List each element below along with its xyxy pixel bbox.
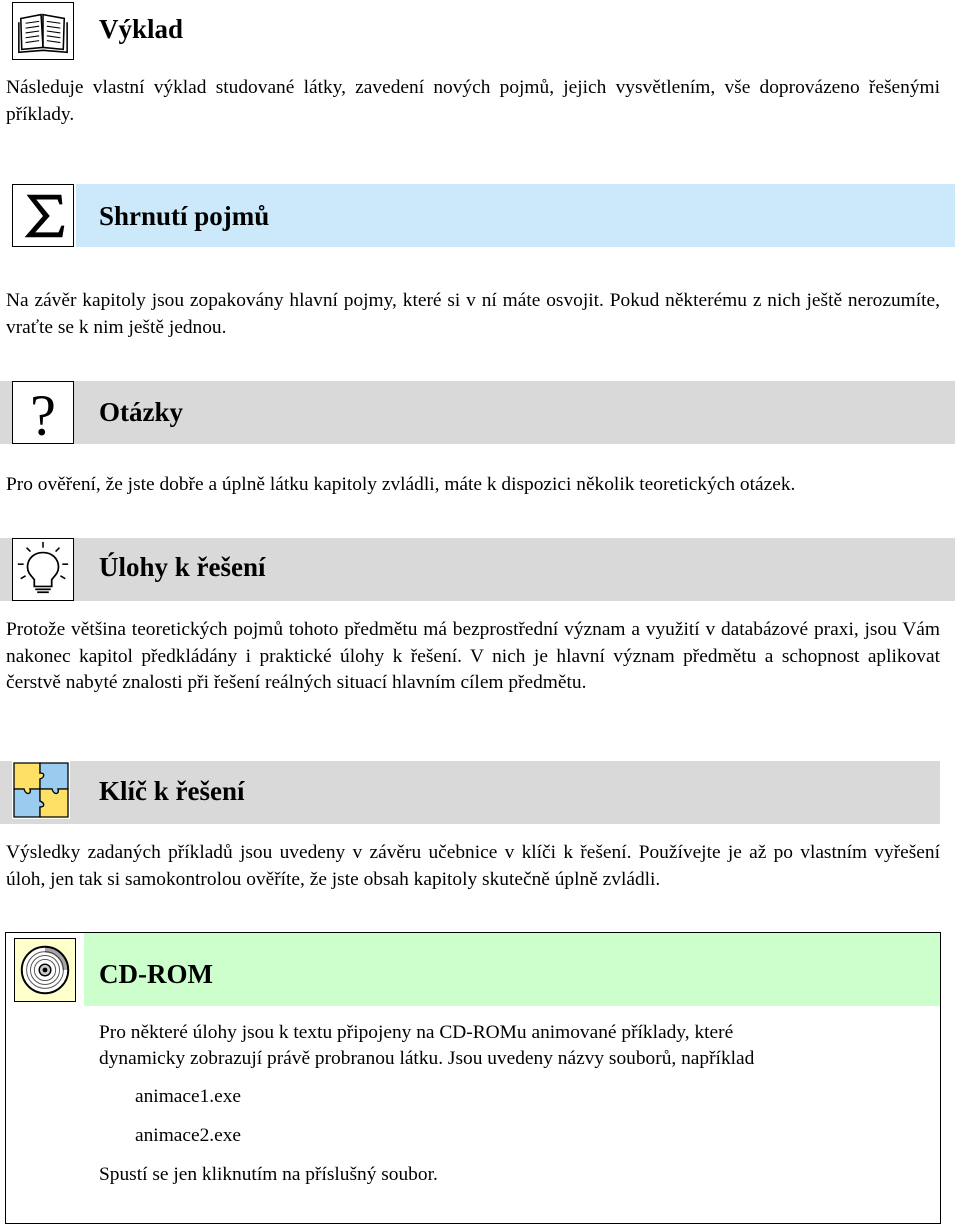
otazky-icon-box: [12, 381, 74, 444]
vyklad-title: Výklad: [99, 14, 184, 44]
svg-text:?: ?: [30, 382, 56, 443]
otazky-title: Otázky: [99, 397, 183, 427]
sigma-icon: [13, 185, 73, 246]
cdrom-title: CD-ROM: [99, 959, 213, 989]
ulohy-title: Úlohy k řešení: [99, 552, 266, 582]
cdrom-file-1: animace1.exe: [135, 1086, 242, 1107]
shrnuti-text: Na závěr kapitoly jsou zopakovány hlavní pojmy, které si v ní máte osvojit. Pokud některému z nich ještě nerozumíte, vraťte se k nim ještě jednou.: [6, 290, 940, 338]
vyklad-icon-box: [12, 2, 74, 60]
shrnuti-icon-box: [12, 184, 74, 247]
cdrom-icon-box: [14, 938, 76, 1002]
cdrom-text-line1: Pro některé úlohy jsou k textu připojeny na CD-ROMu animované příklady, které: [99, 1022, 734, 1043]
klic-text: Výsledky zadaných příkladů jsou uvedeny v závěru učebnice v klíči k řešení. Používejte je až po vlastním vyřešení úloh, jen tak si samokontrolou ověříte, že jste obsah kapitoly skutečně úplně zvládli.: [6, 842, 940, 890]
cdrom-file-2: animace2.exe: [135, 1125, 242, 1146]
ulohy-text: Protože většina teoretických pojmů tohoto předmětu má bezprostřední význam a využití v databázové praxi, jsou Vám nakonec kapitol předkládány i praktické úlohy k řešení. V nich je hlavní význam předmětu a schopnost aplikovat čerstvě nabyté znalosti při řešení reálných situací hlavním cílem předmětu.: [6, 619, 940, 693]
klic-title: Klíč k řešení: [99, 776, 245, 806]
puzzle-icon: [12, 761, 70, 819]
cdrom-footer: Spustí se jen kliknutím na příslušný soubor.: [99, 1164, 438, 1185]
shrnuti-title: Shrnutí pojmů: [99, 201, 270, 231]
klic-icon-box: [12, 761, 70, 819]
cd-disc-icon: [15, 939, 75, 1001]
lightbulb-icon: [13, 539, 73, 600]
open-book-icon: [13, 3, 73, 59]
cdrom-text-line2: dynamicky zobrazují právě probranou látku. Jsou uvedeny názvy souborů, například: [99, 1048, 755, 1069]
question-mark-icon: [13, 382, 73, 443]
ulohy-icon-box: [12, 538, 74, 601]
otazky-text: Pro ověření, že jste dobře a úplně látku kapitoly zvládli, máte k dispozici několik teoretických otázek.: [6, 474, 796, 495]
vyklad-text: Následuje vlastní výklad studované látky, zavedení nových pojmů, jejich vysvětlením, vše doprovázeno řešenými příklady.: [6, 77, 940, 125]
